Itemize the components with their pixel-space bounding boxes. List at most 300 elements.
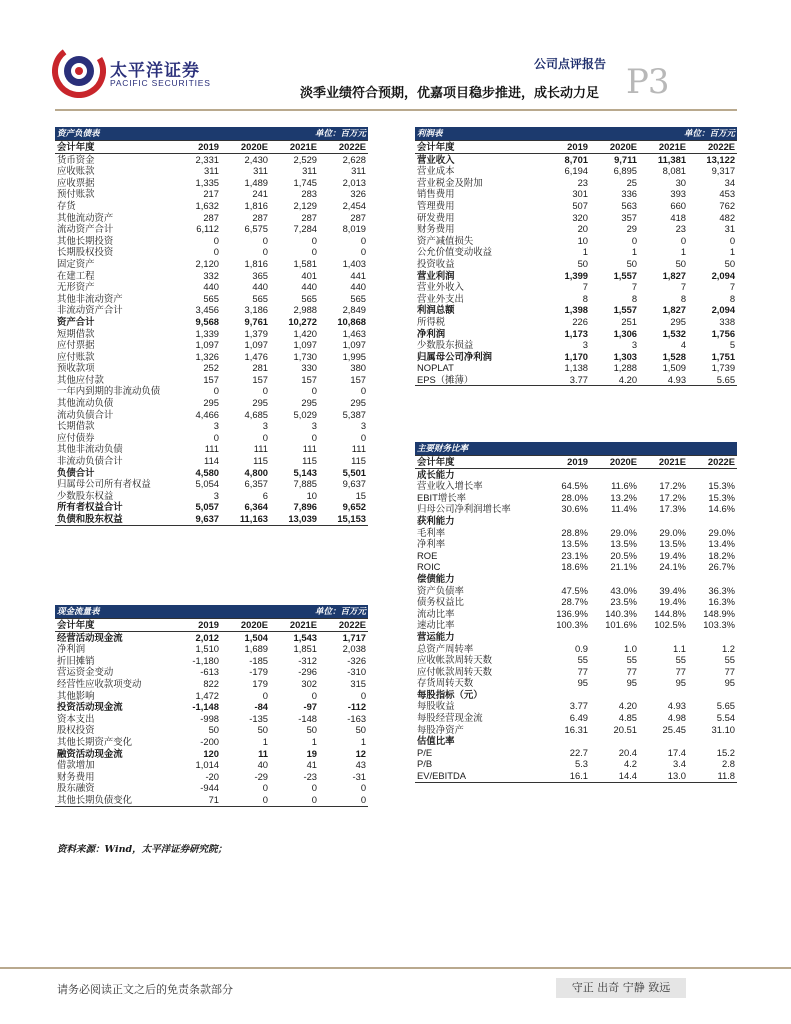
row-label: 每股净资产 [417, 723, 464, 735]
cell-value [590, 515, 639, 527]
cell-value [590, 631, 639, 643]
row-label: 流动比率 [417, 607, 455, 619]
cell-value: 39.4% [659, 584, 686, 596]
cell-value: 311 [351, 165, 367, 177]
row-label: 预收款项 [57, 362, 95, 374]
cell-value: 115 [351, 455, 367, 467]
cell-value: -148 [298, 712, 318, 724]
cell-value: 1,097 [195, 339, 219, 351]
table-row [55, 701, 368, 713]
cell-value: 6,364 [244, 501, 269, 513]
cell-value: 77 [675, 665, 686, 677]
cell-value: 111 [351, 443, 367, 455]
cell-value: 8,701 [564, 153, 588, 165]
cell-value: 302 [301, 677, 318, 689]
row-label: 资本支出 [57, 712, 95, 724]
logo-mark-icon [52, 44, 106, 98]
cell-value: 10 [306, 489, 318, 501]
table-row [55, 188, 368, 200]
cell-value: 8 [680, 292, 687, 304]
key-ratios-table [415, 442, 737, 783]
cell-value: 24.1% [659, 561, 686, 573]
cell-value: 55 [577, 654, 588, 666]
cell-value: 1,420 [293, 327, 318, 339]
table-row [415, 527, 737, 539]
cell-value: 50 [626, 257, 638, 269]
table-row [415, 654, 737, 666]
cell-value: 64.5% [561, 480, 588, 492]
cell-value: 4,466 [195, 408, 219, 420]
table-row [55, 455, 368, 467]
cell-value: 365 [252, 269, 269, 281]
cell-value: 95 [626, 677, 637, 689]
cell-value: 31.10 [711, 723, 736, 735]
cell-value: 26.7% [708, 561, 736, 573]
cell-value [541, 735, 590, 747]
cell-value: 5,387 [342, 408, 367, 420]
cell-value: 25 [626, 176, 638, 188]
cell-value: 8,081 [662, 165, 687, 177]
cell-value: 5 [729, 339, 736, 351]
table-row [415, 212, 737, 224]
document-type: 公司点评报告 [534, 57, 607, 71]
table-title: 现金流量表 [55, 605, 270, 619]
cell-value: 95 [577, 677, 588, 689]
cell-value: 1,097 [342, 339, 367, 351]
row-label: 经营活动现金流 [57, 631, 123, 643]
column-header-year: 2020E [590, 141, 639, 154]
row-label: 固定资产 [57, 257, 95, 269]
row-label: 货币资金 [57, 153, 95, 165]
row-label: 研发费用 [417, 211, 455, 223]
cell-value: 111 [302, 443, 318, 455]
cell-value: 144.8% [654, 607, 686, 619]
cell-value: 0 [631, 234, 638, 246]
column-header-label: 会计年度 [415, 141, 541, 154]
cell-value: 25.45 [662, 723, 686, 735]
cell-value: 326 [350, 188, 367, 200]
cell-value: 217 [203, 188, 219, 200]
cell-value: 0 [680, 234, 687, 246]
cell-value: 13.5% [659, 538, 686, 550]
cell-value: 4.20 [590, 374, 639, 386]
cell-value: 23.1% [561, 549, 588, 561]
cell-value: 1,489 [244, 176, 269, 188]
row-label: 预付账款 [57, 188, 95, 200]
cell-value: 440 [252, 281, 269, 293]
cell-value [541, 573, 590, 585]
column-header-year: 2019 [541, 141, 590, 154]
cell-value: 5,054 [195, 478, 219, 490]
cell-value: 311 [204, 165, 219, 177]
footer-disclaimer: 请务必阅读正文之后的免责条款部分 [57, 983, 233, 996]
cell-value: 1,138 [564, 362, 588, 374]
cell-value: 2,529 [293, 153, 318, 165]
cell-value: 1,379 [244, 327, 269, 339]
cell-value: -97 [303, 701, 318, 713]
table-row [415, 492, 737, 504]
cell-value: 179 [252, 677, 269, 689]
cell-value: 50 [355, 724, 367, 736]
cell-value: 10,868 [337, 315, 367, 327]
cell-value: 71 [172, 794, 221, 806]
row-label: 速动比率 [417, 619, 455, 631]
cell-value: 3 [262, 420, 269, 432]
cell-value: 13.4% [708, 538, 736, 550]
cell-value [688, 468, 737, 480]
balance-sheet-table [55, 127, 368, 526]
cell-value: 3,186 [244, 304, 269, 316]
row-label: 管理费用 [417, 199, 455, 211]
cell-value: 23 [675, 223, 687, 235]
table-row [415, 735, 737, 747]
cell-value: 563 [621, 199, 638, 211]
table-row [55, 293, 368, 305]
table-row [415, 608, 737, 620]
cell-value: 16.3% [708, 596, 736, 608]
cell-value [590, 689, 639, 701]
cell-value: 28.0% [561, 491, 588, 503]
row-label: 其他长期资产变化 [57, 735, 133, 747]
cell-value: 301 [572, 188, 588, 200]
cell-value: 287 [203, 211, 219, 223]
table-row [55, 304, 368, 316]
table-row [55, 690, 368, 702]
cell-value: 34 [724, 176, 736, 188]
cell-value: 4,800 [244, 466, 269, 478]
cell-value: 31 [724, 223, 736, 235]
cell-value: 7,284 [293, 223, 318, 235]
row-label: 融资活动现金流 [57, 747, 123, 759]
cell-value: 11 [258, 747, 269, 759]
row-label: 负债和股东权益 [55, 513, 172, 525]
cell-value: -31 [352, 770, 367, 782]
cell-value: 5,501 [342, 466, 367, 478]
cell-value: 1 [311, 735, 318, 747]
row-label: 每股指标（元） [417, 688, 483, 700]
cell-value [541, 631, 590, 643]
cell-value: 36.3% [708, 584, 736, 596]
cell-value: 241 [252, 188, 269, 200]
cell-value [639, 515, 688, 527]
cell-value: 1,097 [244, 339, 269, 351]
cell-value: 252 [203, 362, 219, 374]
cell-value: 5.54 [716, 712, 736, 724]
row-label: 少数股东损益 [417, 339, 474, 351]
header-divider [55, 109, 737, 111]
cell-value: 1.2 [721, 642, 736, 654]
cell-value: 103.3% [703, 619, 736, 631]
cell-value: -179 [249, 666, 269, 678]
cell-value: 111 [253, 443, 269, 455]
row-label: 折旧摊销 [57, 654, 95, 666]
cash-flow-table [55, 605, 368, 807]
cell-value: 1.0 [623, 642, 637, 654]
cell-value: 1,335 [195, 176, 219, 188]
cell-value: 16.31 [564, 723, 588, 735]
table-row [415, 758, 737, 770]
cell-value: 0 [270, 794, 319, 806]
row-label: NOPLAT [417, 362, 454, 374]
row-label: 营业成本 [417, 165, 455, 177]
row-label: 流动资产合计 [57, 223, 114, 235]
cell-value: 5.65 [688, 374, 737, 386]
cell-value: 15 [355, 489, 367, 501]
cell-value: 1,326 [195, 350, 219, 362]
row-label: 利润总额 [417, 304, 455, 316]
cell-value: 50 [208, 724, 219, 736]
cell-value: 14.6% [708, 503, 736, 515]
cell-value: 11,163 [221, 513, 270, 525]
cell-value: 4,580 [195, 466, 219, 478]
cell-value: 136.9% [556, 607, 588, 619]
row-label: P/B [417, 758, 433, 770]
table-row [55, 351, 368, 363]
row-label: EBIT增长率 [417, 491, 466, 503]
table-row [55, 316, 368, 328]
table-row [55, 678, 368, 690]
table-unit: 单位：百万元 [270, 127, 368, 141]
cell-value: 1,528 [662, 350, 687, 362]
cell-value: 1,097 [293, 339, 318, 351]
cell-value: 1 [360, 735, 367, 747]
table-row [55, 478, 368, 490]
cell-value [590, 468, 639, 480]
table-row [415, 258, 737, 270]
cell-value: 13.0 [639, 770, 688, 782]
column-header-year: 2021E [639, 456, 688, 469]
cell-value: 6,357 [244, 478, 269, 490]
row-label: 非流动负债合计 [57, 455, 123, 467]
column-header-label: 会计年度 [55, 141, 172, 154]
cell-value: 482 [719, 211, 736, 223]
column-header-year: 2022E [319, 141, 368, 154]
cell-value: 1,510 [195, 643, 219, 655]
row-label: 长期股权投资 [57, 246, 114, 258]
cell-value [639, 631, 688, 643]
cell-value: -84 [254, 701, 269, 713]
table-row [55, 666, 368, 678]
cell-value: 17.2% [659, 480, 686, 492]
cell-value: 1,756 [711, 327, 736, 339]
cell-value: 3 [213, 489, 219, 501]
cell-value: 148.9% [703, 607, 736, 619]
cell-value: 311 [253, 165, 269, 177]
cell-value: 320 [572, 211, 588, 223]
cell-value: 18.6% [561, 561, 588, 573]
cell-value: 120 [203, 747, 219, 759]
cell-value: 507 [572, 199, 588, 211]
cell-value: 3.77 [541, 374, 590, 386]
cell-value: 1,632 [195, 199, 219, 211]
cell-value: 0 [311, 246, 318, 258]
cell-value: 3,456 [195, 304, 219, 316]
table-row [415, 585, 737, 597]
cell-value: 43.0% [610, 584, 637, 596]
cell-value: 0 [319, 794, 368, 806]
cell-value: 330 [301, 362, 318, 374]
cell-value: 29.0% [659, 526, 686, 538]
cell-value: 6.49 [569, 712, 588, 724]
cell-value: 0 [213, 234, 219, 246]
cell-value: 441 [350, 269, 367, 281]
table-row [415, 468, 737, 480]
cell-value: 287 [350, 211, 367, 223]
cell-value: 5,143 [293, 466, 318, 478]
table-row [415, 316, 737, 328]
cell-value: 0 [213, 385, 219, 397]
table-row [55, 362, 368, 374]
table-row [415, 631, 737, 643]
cell-value: 1,557 [613, 304, 638, 316]
cell-value: 29.0% [610, 526, 637, 538]
cell-value: 0 [311, 234, 318, 246]
cell-value: -613 [200, 666, 219, 678]
row-label: 偿债能力 [417, 572, 455, 584]
row-label: 投资活动现金流 [57, 701, 123, 713]
table-row [415, 374, 737, 386]
cell-value: 4.2 [623, 758, 637, 770]
row-label: 其他流动资产 [57, 211, 114, 223]
cell-value: 0 [262, 431, 269, 443]
table-row [55, 200, 368, 212]
row-label: 负债合计 [57, 466, 95, 478]
cell-value [639, 735, 688, 747]
cell-value: 226 [572, 315, 588, 327]
row-label: 长期借款 [57, 420, 95, 432]
row-label: 资产减值损失 [417, 234, 474, 246]
column-header-year: 2021E [270, 141, 319, 154]
cell-value: 1,398 [564, 304, 588, 316]
cell-value: 5,029 [293, 408, 318, 420]
cell-value: 9,711 [614, 153, 638, 165]
cell-value: 13.5% [610, 538, 637, 550]
cell-value: 0 [262, 385, 269, 397]
table-row [415, 689, 737, 701]
cell-value: 17.2% [659, 491, 686, 503]
cell-value: 1 [631, 246, 638, 258]
cell-value: 393 [670, 188, 687, 200]
cell-value: 2,628 [342, 153, 367, 165]
cell-value: 1 [680, 246, 687, 258]
cell-value: 30 [675, 176, 687, 188]
cell-value: -23 [303, 770, 318, 782]
table-row [415, 677, 737, 689]
cell-value: 77 [724, 665, 736, 677]
table-row [415, 700, 737, 712]
table-row [55, 490, 368, 502]
cell-value: 9,568 [195, 315, 219, 327]
row-label: 短期借款 [57, 327, 95, 339]
table-row [415, 747, 737, 759]
cell-value: 9,317 [711, 165, 736, 177]
table-title: 主要财务比率 [415, 442, 737, 456]
cell-value: 1,816 [244, 257, 269, 269]
company-logo [52, 44, 222, 96]
cell-value: 11.8 [688, 770, 737, 782]
cell-value: 2,038 [342, 643, 367, 655]
table-row [415, 270, 737, 282]
cell-value: 1,472 [195, 689, 219, 701]
cell-value: 3 [213, 420, 219, 432]
cell-value: 0 [311, 689, 318, 701]
cell-value: 1,014 [195, 759, 219, 771]
table-row [415, 177, 737, 189]
cell-value: 357 [621, 211, 638, 223]
table-row [55, 782, 368, 794]
cell-value [688, 735, 737, 747]
cell-value: 283 [301, 188, 318, 200]
cell-value: 0 [311, 431, 318, 443]
cell-value: 9,637 [342, 478, 367, 490]
row-label: 营业收入增长率 [417, 480, 483, 492]
cell-value: 55 [675, 654, 686, 666]
row-label: 公允价值变动收益 [417, 246, 493, 258]
table-row [415, 724, 737, 736]
cell-value: 13,039 [270, 513, 319, 525]
cell-value: 15.3% [708, 491, 736, 503]
row-label: 投资收益 [417, 257, 455, 269]
cell-value: 7 [582, 281, 588, 293]
cell-value: 9,652 [342, 501, 367, 513]
cell-value [639, 468, 688, 480]
row-label: 应付帐款周转天数 [417, 665, 493, 677]
row-label: 净利率 [417, 538, 446, 550]
cell-value: 332 [203, 269, 219, 281]
cell-value [541, 689, 590, 701]
table-row [415, 165, 737, 177]
table-row [55, 328, 368, 340]
row-label: 总资产周转率 [417, 642, 474, 654]
table-row [55, 467, 368, 479]
cell-value: 0 [360, 246, 367, 258]
cell-value: 295 [670, 315, 687, 327]
row-label: 归属母公司净利润 [417, 350, 493, 362]
cell-value: 23 [577, 176, 588, 188]
row-label: 净利润 [417, 327, 446, 339]
cell-value: 2.8 [721, 758, 736, 770]
report-headline: 淡季业绩符合预期，优嘉项目稳步推进，成长动力足 [300, 86, 600, 101]
cell-value: 1,739 [711, 362, 736, 374]
cell-value: 77 [577, 665, 588, 677]
table-row [55, 270, 368, 282]
table-title: 资产负债表 [55, 127, 270, 141]
cell-value: -135 [249, 712, 269, 724]
cell-value: -312 [298, 654, 318, 666]
cell-value: 1,557 [613, 269, 638, 281]
cell-value [590, 735, 639, 747]
row-label: 其他长期投资 [57, 234, 114, 246]
cell-value: 21.1% [610, 561, 637, 573]
cell-value: 295 [301, 397, 318, 409]
cell-value: 1,399 [564, 269, 588, 281]
cell-value: 15.2 [716, 746, 736, 758]
cell-value: 157 [203, 373, 219, 385]
table-row [55, 235, 368, 247]
cell-value: 1,403 [342, 257, 367, 269]
table-row [415, 596, 737, 608]
cell-value: 4.20 [618, 700, 637, 712]
table-unit: 单位：百万元 [639, 127, 737, 141]
row-label: 资产负债率 [417, 584, 464, 596]
cell-value: 11,381 [657, 153, 687, 165]
table-row [55, 748, 368, 760]
cell-value: 6 [262, 489, 269, 501]
cell-value: 115 [302, 455, 318, 467]
cell-value: 13,122 [706, 153, 736, 165]
cell-value: 140.3% [605, 607, 637, 619]
cell-value: 295 [350, 397, 367, 409]
